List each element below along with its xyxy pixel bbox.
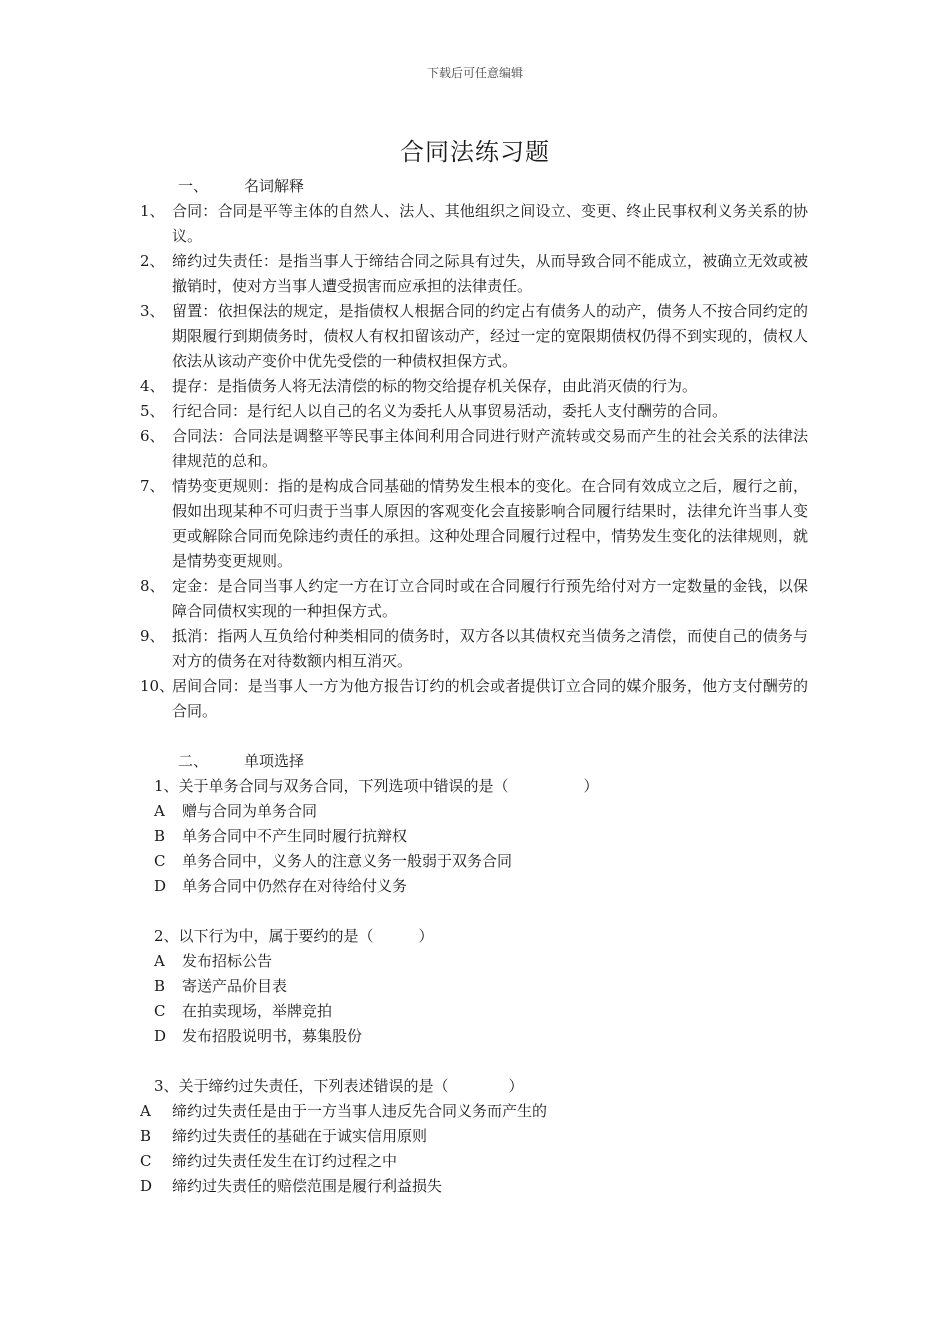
option-text: 缔约过失责任的基础在于诚实信用原则	[172, 1127, 428, 1145]
definition-item	[140, 624, 808, 674]
option-d	[154, 1024, 808, 1049]
item-text: 居间合同：是当事人一方为他方报告订约的机会或者提供订立合同的媒介服务，他方支付酬劳的合同。	[172, 677, 808, 720]
definition-item	[140, 424, 808, 474]
item-text: 情势变更规则：指的是构成合同基础的情势发生根本的变化。在合同有效成立之后，履行之前，假如出现某种不可归责于当事人原因的客观变化会直接影响合同履行结果时，法律允许当事人变更或解除合同而免除违约责任的承担。这种处理合同履行过程中，情势发生变化的法律规则，就是情势变更规则。	[172, 477, 808, 570]
option-text: 缔约过失责任的赔偿范围是履行利益损失	[172, 1177, 443, 1195]
section-title: 单项选择	[244, 752, 305, 770]
item-text: 合同：合同是平等主体的自然人、法人、其他组织之间设立、变更、终止民事权利义务关系的协议。	[172, 202, 808, 245]
option-a	[140, 1099, 808, 1124]
option-group	[140, 1099, 808, 1199]
option-b	[154, 824, 808, 849]
item-number: 5、	[140, 402, 165, 420]
option-text: 赠与合同为单务合同	[182, 802, 318, 820]
option-text: 寄送产品价目表	[182, 977, 288, 995]
item-text: 抵消：指两人互负给付种类相同的债务时，双方各以其债权充当债务之清偿，而使自己的债务与对方的债务在对待数额内相互消灭。	[172, 627, 808, 670]
option-letter: B	[154, 827, 166, 845]
option-a	[154, 949, 808, 974]
item-number: 7、	[140, 477, 165, 495]
item-number: 1、	[140, 202, 165, 220]
section-heading-definitions	[140, 174, 808, 199]
option-text: 在拍卖现场，举牌竞拍	[182, 1002, 333, 1020]
definition-list	[140, 199, 808, 724]
question-stem: 3、关于缔约过失责任，下列表述错误的是（ ）	[154, 1077, 524, 1095]
item-number: 10、	[140, 677, 175, 695]
option-c	[140, 1149, 808, 1174]
spacer	[140, 724, 808, 749]
item-number: 2、	[140, 252, 165, 270]
item-text: 缔约过失责任：是指当事人于缔结合同之际具有过失，从而导致合同不能成立，被确立无效或被撤销时，使对方当事人遭受损害而应承担的法律责任。	[172, 252, 808, 295]
option-letter: A	[154, 952, 165, 970]
item-text: 定金：是合同当事人约定一方在订立合同时或在合同履行行预先给付对方一定数量的金钱，以保障合同债权实现的一种担保方式。	[172, 577, 808, 620]
definition-item	[140, 474, 808, 574]
option-text: 发布招股说明书，募集股份	[182, 1027, 363, 1045]
question-2	[140, 924, 808, 1049]
definition-item	[140, 299, 808, 374]
option-letter: D	[154, 1027, 167, 1045]
definition-item	[140, 674, 808, 724]
question-1	[140, 774, 808, 899]
option-b	[140, 1124, 808, 1149]
item-text: 留置：依担保法的规定，是指债权人根据合同的约定占有债务人的动产，债务人不按合同约定的期限履行到期债务时，债权人有权扣留该动产，经过一定的宽限期债权仍得不到实现的，债权人依法从该动产变价中优先受偿的一种债权担保方式。	[172, 302, 808, 370]
header-note: 下载后可任意编辑	[426, 66, 523, 80]
option-text: 单务合同中，义务人的注意义务一般弱于双务合同	[182, 852, 513, 870]
question-stem: 1、关于单务合同与双务合同，下列选项中错误的是（ ）	[154, 777, 599, 795]
question-stem: 2、以下行为中，属于要约的是（ ）	[154, 927, 434, 945]
option-text: 缔约过失责任是由于一方当事人违反先合同义务而产生的	[172, 1102, 548, 1120]
option-d	[154, 874, 808, 899]
option-text: 单务合同中不产生同时履行抗辩权	[182, 827, 408, 845]
spacer	[140, 899, 808, 924]
option-letter: C	[140, 1152, 152, 1170]
option-text: 单务合同中仍然存在对待给付义务	[182, 877, 408, 895]
definition-item	[140, 199, 808, 249]
option-letter: D	[140, 1177, 153, 1195]
definition-item	[140, 374, 808, 399]
option-b	[154, 974, 808, 999]
option-a	[154, 799, 808, 824]
item-number: 4、	[140, 377, 165, 395]
option-letter: A	[140, 1102, 151, 1120]
section-number: 二、	[178, 752, 209, 770]
section-heading-single-choice	[140, 749, 808, 774]
option-letter: C	[154, 1002, 166, 1020]
option-c	[154, 999, 808, 1024]
item-number: 8、	[140, 577, 165, 595]
item-text: 提存：是指债务人将无法清偿的标的物交给提存机关保存，由此消灭债的行为。	[172, 377, 698, 395]
option-letter: D	[154, 877, 167, 895]
definition-item	[140, 249, 808, 299]
item-text: 合同法：合同法是调整平等民事主体间利用合同进行财产流转或交易而产生的社会关系的法律法律规范的总和。	[172, 427, 808, 470]
item-number: 9、	[140, 627, 165, 645]
option-c	[154, 849, 808, 874]
document-title: 合同法练习题	[400, 138, 550, 166]
item-number: 6、	[140, 427, 165, 445]
option-letter: B	[154, 977, 166, 995]
document-body	[140, 174, 808, 1199]
spacer	[140, 1049, 808, 1074]
section-number: 一、	[178, 177, 209, 195]
item-number: 3、	[140, 302, 165, 320]
option-letter: C	[154, 852, 166, 870]
option-text: 发布招标公告	[182, 952, 273, 970]
option-d	[140, 1174, 808, 1199]
item-text: 行纪合同：是行纪人以自己的名义为委托人从事贸易活动，委托人支付酬劳的合同。	[172, 402, 728, 420]
definition-item	[140, 574, 808, 624]
question-3	[140, 1074, 808, 1199]
option-text: 缔约过失责任发生在订约过程之中	[172, 1152, 398, 1170]
definition-item	[140, 399, 808, 424]
option-letter: B	[140, 1127, 152, 1145]
option-letter: A	[154, 802, 165, 820]
section-title: 名词解释	[244, 177, 305, 195]
